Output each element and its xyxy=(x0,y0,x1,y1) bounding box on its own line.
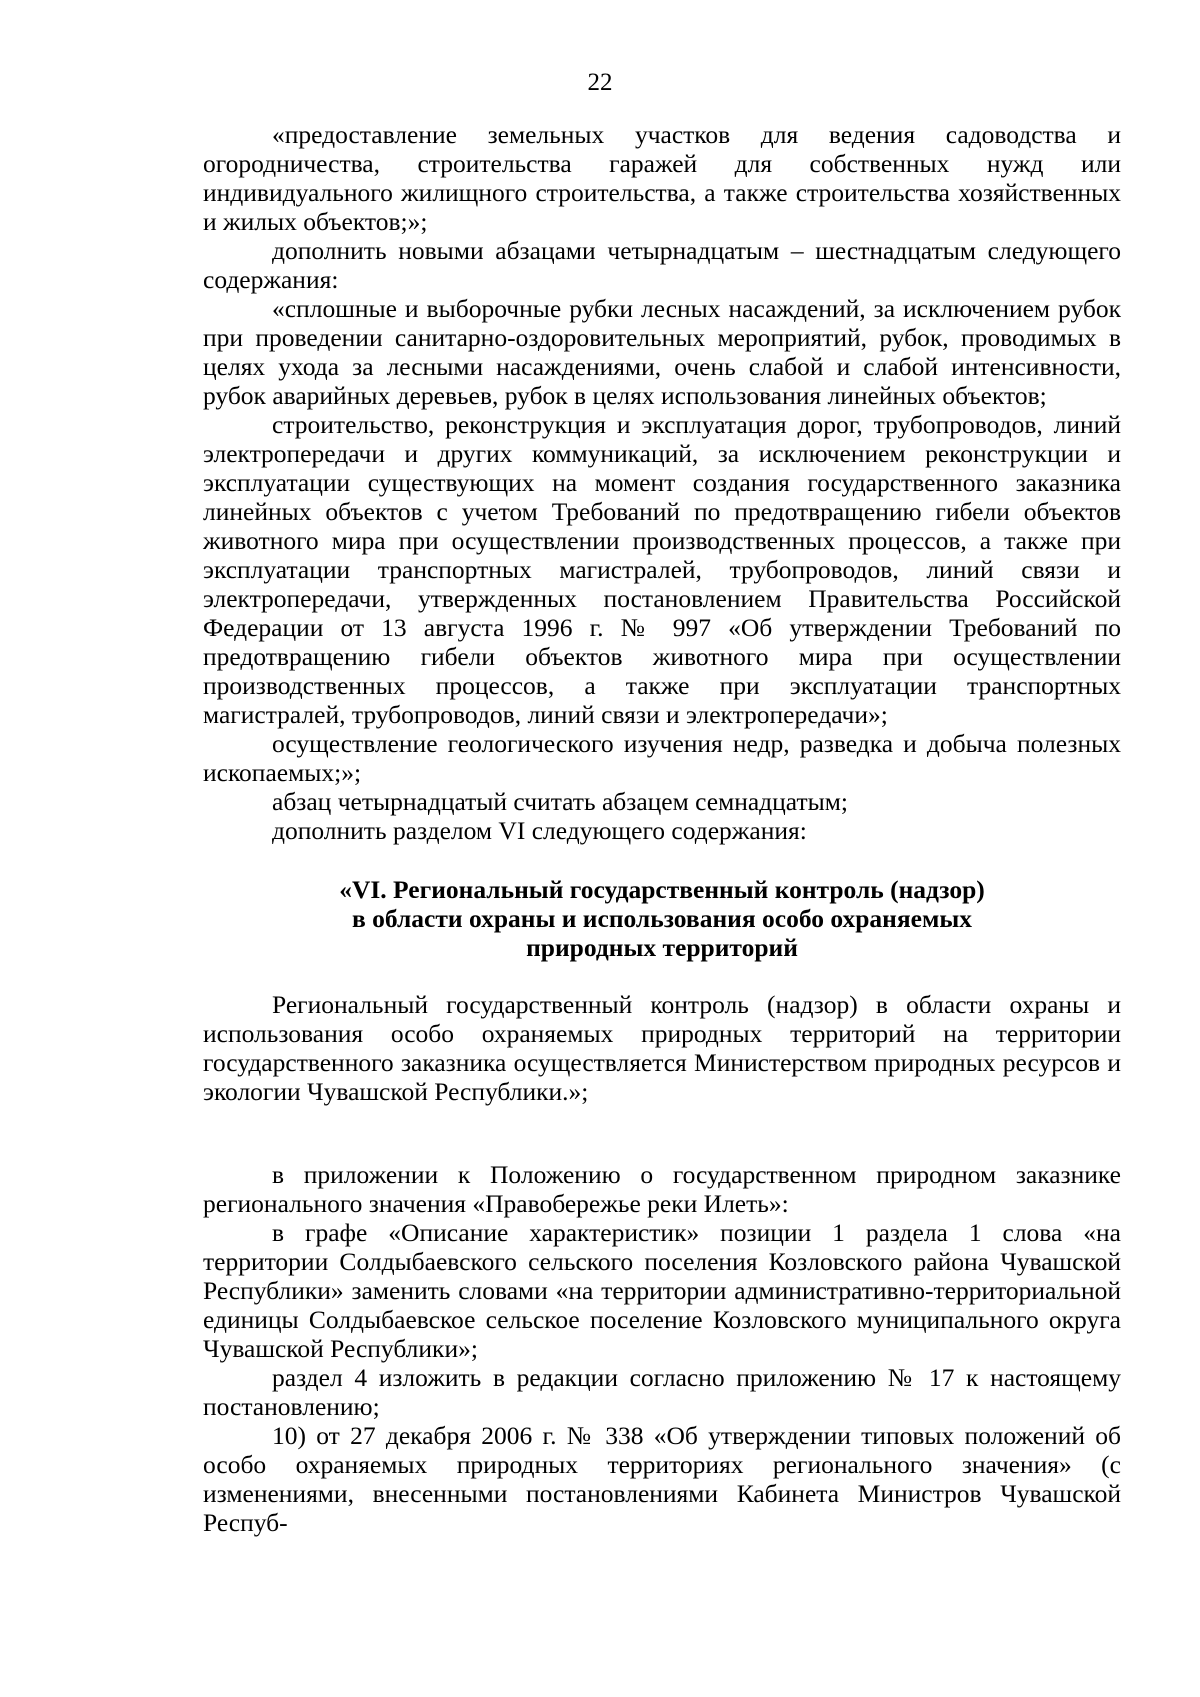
paragraph: строительство, реконструкция и эксплуатация дорог, трубопроводов, линий электропередачи и других коммуникаций, за исключением реконструкции и эксплуатации существующих на момент создания государственного заказника линейных объектов с учетом Требований по предотвращению гибели объектов животного мира при осуществлении производственных процессов, а также при эксплуатации транспортных магистралей, трубопроводов, линий связи и электропередачи, утвержденных постановлением Правительства Российской Федерации от 13 августа 1996 г. № 997 «Об утверждении Требований по предотвращению гибели объектов животного мира при осуществлении производственных процессов, а также при эксплуатации транспортных магистралей, трубопроводов, линий связи и электропередачи»; xyxy=(203,410,1121,729)
paragraph: в приложении к Положению о государственном природном заказнике регионального значения «Правобережье реки Илеть»: xyxy=(203,1160,1121,1218)
spacer xyxy=(203,845,1121,875)
spacer xyxy=(203,962,1121,990)
paragraph: дополнить разделом VI следующего содержания: xyxy=(272,816,807,845)
paragraph: 10) от 27 декабря 2006 г. № 338 «Об утверждении типовых положений об особо охраняемых природных территориях регионального значения» (с изменениями, внесенными постановлениями Кабинета Министров Чувашской Респуб- xyxy=(203,1421,1121,1537)
paragraph: осуществление геологического изучения недр, разведка и добыча полезных ископаемых;»; xyxy=(203,729,1121,787)
section-heading-line: природных территорий xyxy=(526,933,798,962)
paragraph: абзац четырнадцатый считать абзацем семнадцатым; xyxy=(272,787,848,816)
spacer xyxy=(203,1106,1121,1160)
section-heading-line: в области охраны и использования особо охраняемых xyxy=(351,904,972,933)
paragraph: раздел 4 изложить в редакции согласно приложению № 17 к настоящему постановлению; xyxy=(203,1363,1121,1421)
page-number: 22 xyxy=(587,69,613,96)
document-body xyxy=(203,120,1121,1537)
paragraph: дополнить новыми абзацами четырнадцатым – шестнадцатым следующего содержания: xyxy=(203,236,1121,294)
section-heading-line: «VI. Региональный государственный контроль (надзор) xyxy=(339,875,985,904)
paragraph: «сплошные и выборочные рубки лесных насаждений, за исключением рубок при проведении санитарно-оздоровительных мероприятий, рубок, проводимых в целях ухода за лесными насаждениями, очень слабой и слабой интенсивности, рубок аварийных деревьев, рубок в целях использования линейных объектов; xyxy=(203,294,1121,410)
paragraph: Региональный государственный контроль (надзор) в области охраны и использования особо охраняемых природных территорий на территории государственного заказника осуществляется Министерством природных ресурсов и экологии Чувашской Республики.»; xyxy=(203,990,1121,1106)
section-heading xyxy=(203,875,1121,962)
paragraph: «предоставление земельных участков для ведения садоводства и огородничества, строительства гаражей для собственных нужд или индивидуального жилищного строительства, а также строительства хозяйственных и жилых объектов;»; xyxy=(203,120,1121,236)
paragraph: в графе «Описание характеристик» позиции 1 раздела 1 слова «на территории Солдыбаевского сельского поселения Козловского района Чувашской Республики» заменить словами «на территории административно-территориальной единицы Солдыбаевское сельское поселение Козловского муниципального округа Чувашской Республики»; xyxy=(203,1218,1121,1363)
